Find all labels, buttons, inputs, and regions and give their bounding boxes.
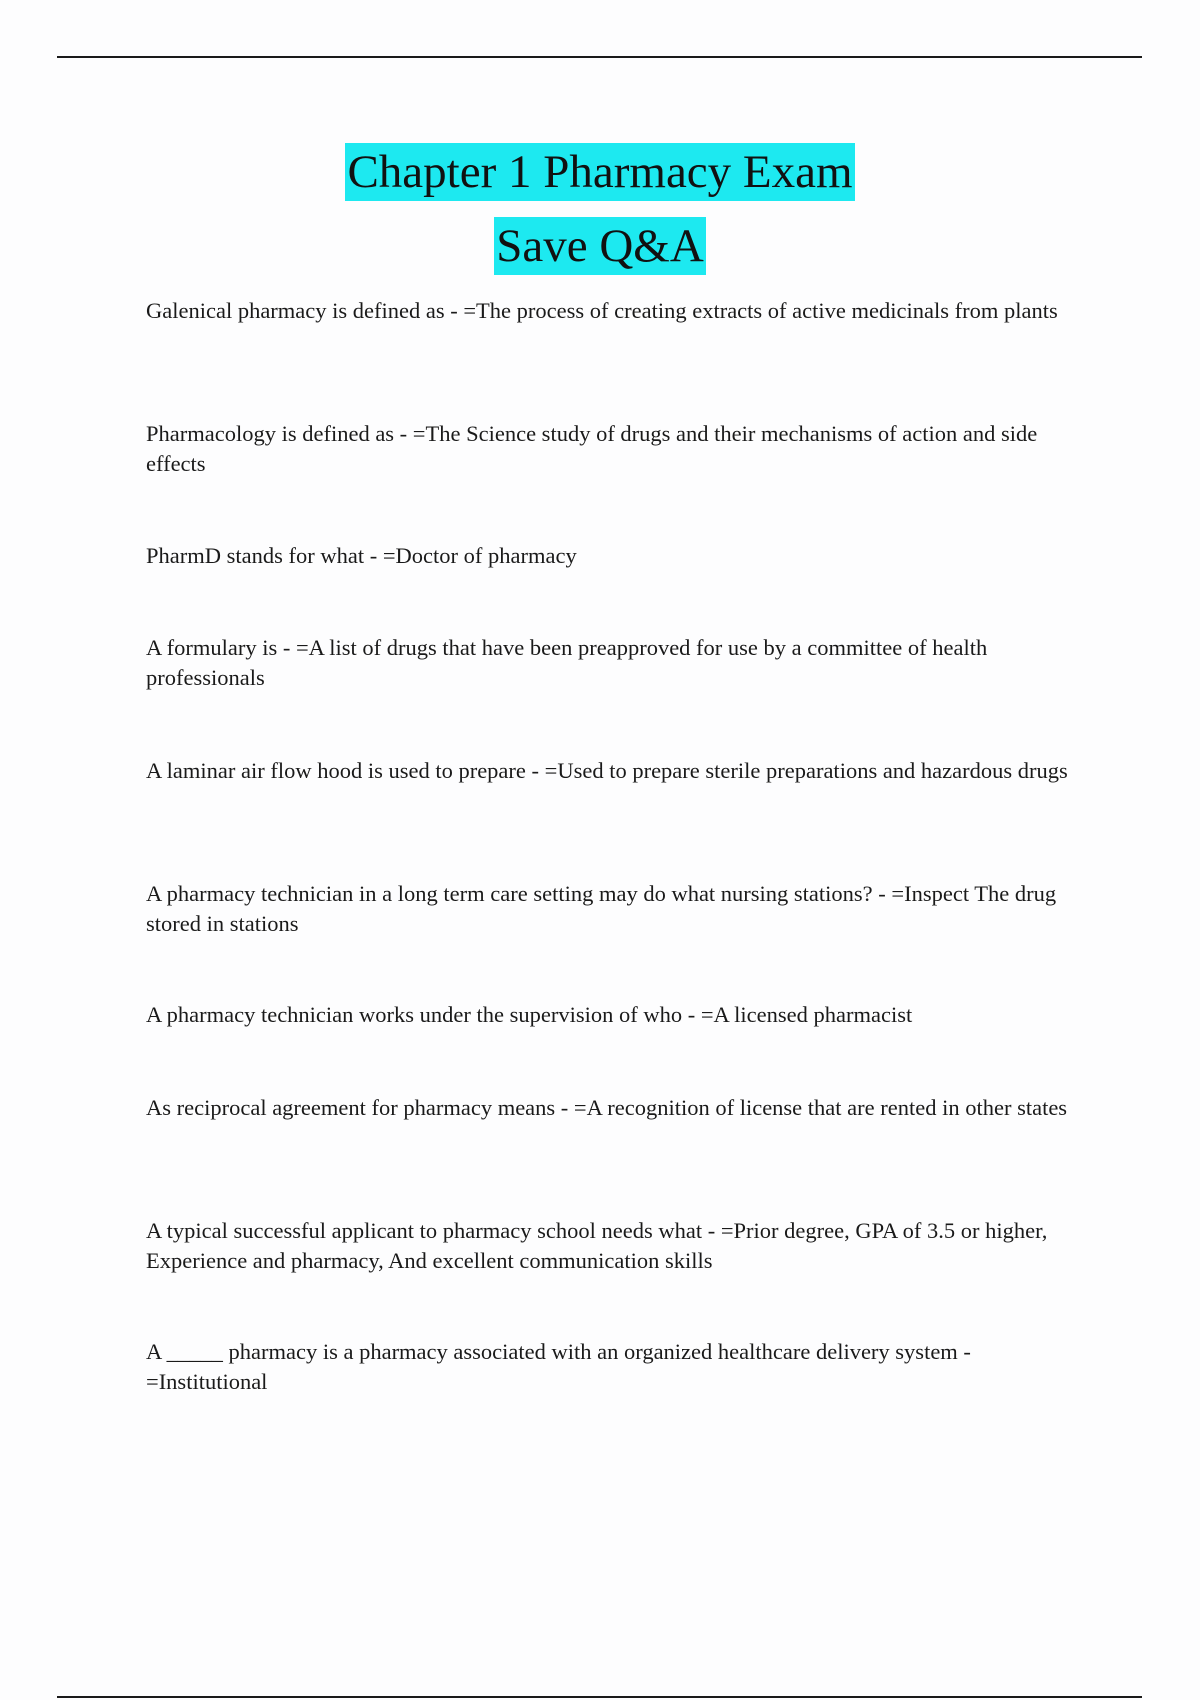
bottom-rule [57,1696,1142,1698]
title-line-1: Chapter 1 Pharmacy Exam [345,143,854,201]
qa-item: A pharmacy technician in a long term care setting may do what nursing stations? - =Inspect The drug stored in stations [146,881,1057,936]
document-title [0,143,1200,275]
qa-item: A _____ pharmacy is a pharmacy associated with an organized healthcare delivery system - =Institutional [146,1339,971,1394]
top-rule [57,56,1142,58]
title-line-2: Save Q&A [494,217,706,275]
qa-item: A laminar air flow hood is used to prepare - =Used to prepare sterile preparations and hazardous drugs [146,758,1068,783]
qa-item: A typical successful applicant to pharmacy school needs what - =Prior degree, GPA of 3.5 or higher, Experience and pharmacy, And excellent communication skills [146,1218,1048,1273]
qa-item: A pharmacy technician works under the supervision of who - =A licensed pharmacist [146,1002,913,1027]
qa-item: As reciprocal agreement for pharmacy means - =A recognition of license that are rented in other states [146,1095,1068,1120]
qa-item: Galenical pharmacy is defined as - =The process of creating extracts of active medicinals from plants [146,298,1058,323]
qa-item: Pharmacology is defined as - =The Science study of drugs and their mechanisms of action and side effects [146,421,1038,476]
qa-item: PharmD stands for what - =Doctor of pharmacy [146,543,577,568]
qa-item: A formulary is - =A list of drugs that have been preapproved for use by a committee of health professionals [146,635,988,690]
